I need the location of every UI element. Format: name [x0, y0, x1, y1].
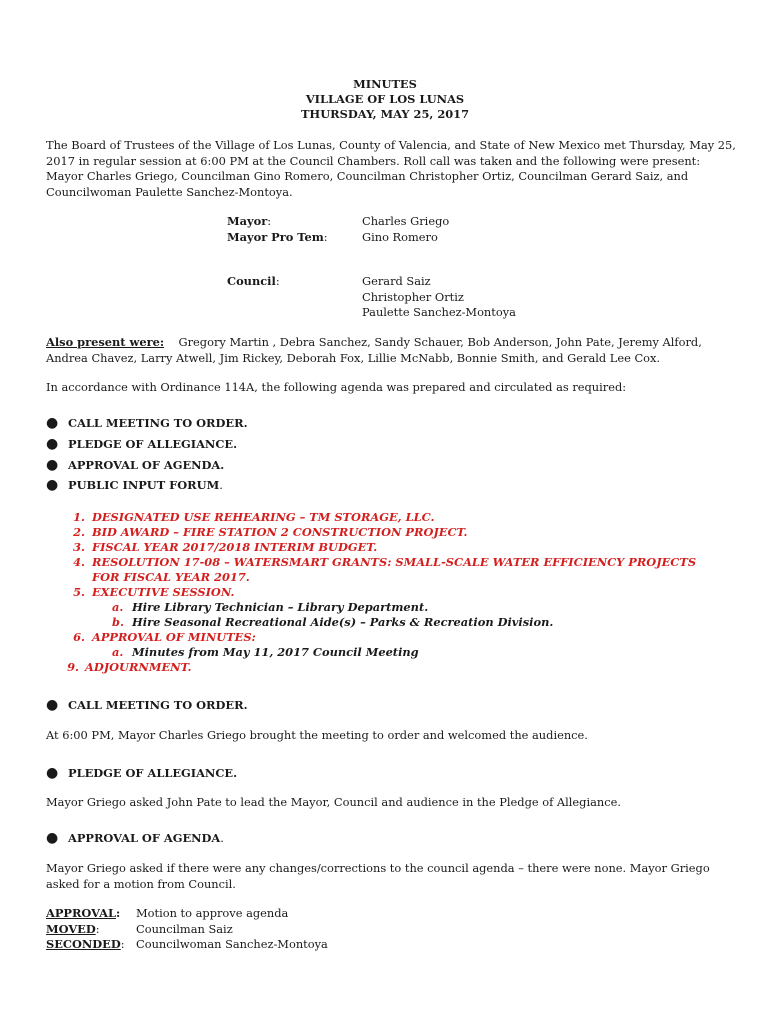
header-title: MINUTES — [353, 77, 417, 91]
agenda-item: 6. APPROVAL OF MINUTES: — [73, 630, 256, 644]
also-present-paragraph — [46, 335, 736, 366]
ordinance-paragraph: In accordance with Ordinance 114A, the following agenda was prepared and circulated as required: — [46, 380, 627, 394]
council-names — [362, 274, 516, 321]
section-heading-call: ● CALL MEETING TO ORDER . — [46, 697, 248, 713]
approval-paragraph: Mayor Griego asked if there were any changes/corrections to the council agenda – there were none. Mayor Griego asked for a motion from Council. — [46, 861, 710, 891]
bullet-icon: ● — [46, 415, 59, 431]
also-present-names: Gregory Martin , Debra Sanchez, Sandy Schauer, Bob Anderson, John Pate, Jeremy Alford, Andrea Chavez, Larry Atwell, Jim Rickey, Deborah Fox, Lillie McNabb, Bonnie Smith, and Gerald Lee Cox. — [46, 335, 702, 365]
bullet-icon: ● — [46, 477, 59, 494]
section-heading-approval: ● APPROVAL OF AGENDA . — [46, 830, 224, 846]
bullet-icon: ● — [46, 456, 59, 473]
agenda-item: 1. DESIGNATED USE REHEARING – TM STORAGE, LLC. — [73, 510, 435, 524]
agenda-item: 2. BID AWARD – FIRE STATION 2 CONSTRUCTION PROJECT. — [73, 525, 468, 539]
agenda-item: 9. ADJOURNMENT. — [67, 660, 192, 674]
moved-value: Councilman Saiz — [136, 921, 233, 936]
agenda-item: 3. FISCAL YEAR 2017/2018 INTERIM BUDGET. — [73, 540, 378, 554]
list-item: ● PLEDGE OF ALLEGIANCE . — [46, 435, 238, 452]
document-header — [0, 77, 770, 122]
mayor-label: Mayor — [227, 214, 268, 228]
agenda-item: 5. EXECUTIVE SESSION. — [73, 585, 235, 599]
list-item: ● APPROVAL OF AGENDA . — [46, 456, 225, 473]
approval-label: APPROVAL — [46, 906, 116, 920]
agenda-subitem: a. Minutes from May 11, 2017 Council Meeting — [112, 645, 419, 659]
seconded-value: Councilwoman Sanchez-Montoya — [136, 937, 328, 951]
council-member: Christopher Ortiz — [362, 289, 464, 304]
intro-paragraph: The Board of Trustees of the Village of Los Lunas, County of Valencia, and State of New Mexico met Thursday, May 25, 2017 in regular session at 6:00 PM at the Council Chambers. Roll call was taken and the following were present: Mayor Charles Griego, Councilman Gino Romero, Councilman Christopher Ortiz, Councilman Gerard Saiz, and Councilwoman Paulette Sanchez-Montoya. — [46, 138, 736, 199]
council-label: Council — [227, 274, 276, 288]
moved-label: MOVED — [46, 921, 96, 936]
agenda-subitem: b. Hire Seasonal Recreational Aide(s) – Parks & Recreation Division. — [112, 615, 554, 629]
bullet-icon: ● — [46, 697, 59, 713]
agenda-list — [60, 510, 720, 675]
seconded-label: SECONDED — [46, 937, 121, 951]
call-paragraph: At 6:00 PM, Mayor Charles Griego brought the meeting to order and welcomed the audience. — [46, 728, 588, 742]
opening-items-list — [46, 415, 746, 498]
mayor-pro-tem-name: Gino Romero — [362, 229, 438, 244]
also-present-label: Also present were: — [46, 335, 165, 349]
agenda-item: 4. RESOLUTION 17-08 – WATERSMART GRANTS: SMALL-SCALE WATER EFFICIENCY PROJECTS FOR FISCAL YEAR 2017. — [73, 555, 697, 584]
officials-list: Mayor: Charles Griego Mayor Pro Tem: Gino Romero Council: Gerard Saiz Christopher Ortiz Paulette Sanchez-Montoya — [227, 214, 516, 319]
mayor-name: Charles Griego — [362, 214, 450, 228]
council-member: Paulette Sanchez-Montoya — [362, 305, 516, 319]
pledge-paragraph: Mayor Griego asked John Pate to lead the Mayor, Council and audience in the Pledge of Allegiance. — [46, 795, 621, 809]
agenda-subitem: a. Hire Library Technician – Library Department. — [112, 600, 429, 614]
bullet-icon: ● — [46, 830, 59, 846]
motion-block: APPROVAL: Motion to approve agenda MOVED: Councilman Saiz SECONDED: Councilwoman Sanchez-Montoya — [46, 906, 328, 951]
header-village: VILLAGE OF LOS LUNAS — [305, 92, 465, 106]
list-item: ● CALL MEETING TO ORDER . — [46, 415, 248, 431]
header-date: THURSDAY, MAY 25, 2017 — [300, 107, 470, 121]
list-item: ● PUBLIC INPUT FORUM . — [46, 477, 223, 494]
section-heading-pledge: ● PLEDGE OF ALLEGIANCE . — [46, 765, 238, 781]
bullet-icon: ● — [46, 765, 59, 781]
mayor-pro-tem-label: Mayor Pro Tem — [227, 229, 324, 244]
bullet-icon: ● — [46, 435, 59, 452]
approval-value: Motion to approve agenda — [136, 906, 289, 920]
council-member: Gerard Saiz — [362, 274, 431, 288]
